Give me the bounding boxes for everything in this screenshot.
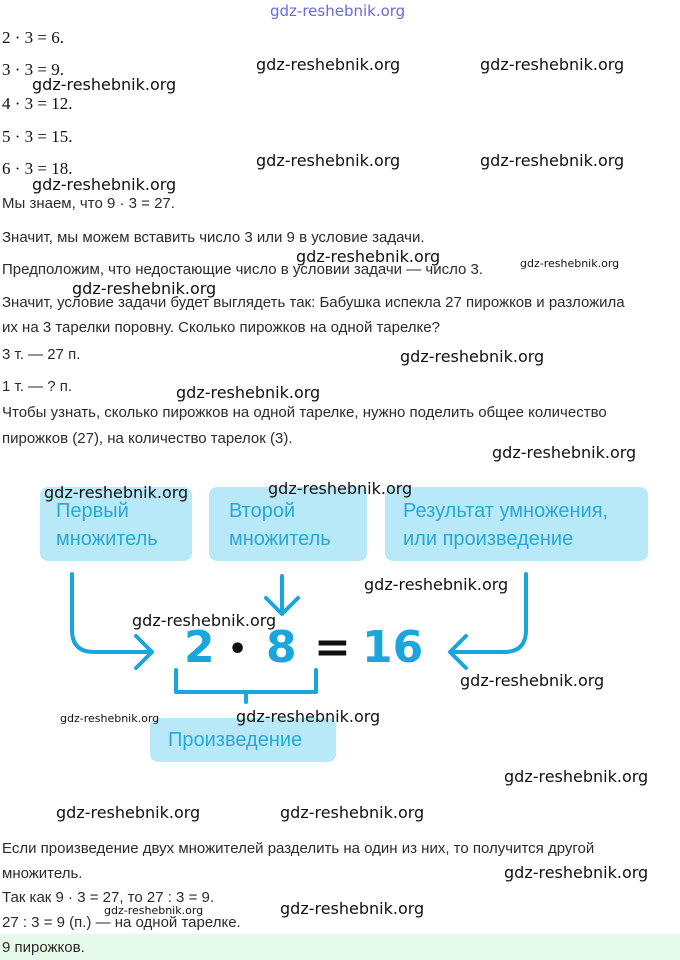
watermark: gdz-reshebnik.org — [296, 247, 441, 266]
watermark: gdz-reshebnik.org — [480, 55, 625, 74]
arrow-right-head-icon — [450, 636, 466, 668]
watermark: gdz-reshebnik.org — [60, 712, 160, 725]
text-line: пирожков (27), на количество тарелок (3). — [2, 430, 293, 447]
product-value: 16 — [362, 622, 424, 673]
watermark: gdz-reshebnik.org — [132, 611, 277, 630]
equation-line: 4 · 3 = 12. — [2, 94, 73, 113]
factor-two: 8 — [266, 622, 297, 673]
text-line: Так как 9 · 3 = 27, то 27 : 3 = 9. — [2, 889, 214, 906]
watermark: gdz-reshebnik.org — [460, 671, 605, 690]
equation-line: 5 · 3 = 15. — [2, 127, 73, 146]
watermark: gdz-reshebnik.org — [44, 483, 189, 502]
equation-line: 6 · 3 = 18. — [2, 159, 73, 178]
arrow-left-head-icon — [136, 636, 152, 668]
box-label: Второй — [229, 500, 296, 522]
watermark: gdz-reshebnik.org — [72, 279, 217, 298]
watermark: gdz-reshebnik.org — [32, 75, 177, 94]
watermark: gdz-reshebnik.org — [104, 904, 204, 917]
watermark: gdz-reshebnik.org — [32, 175, 177, 194]
box-label: или произведение — [403, 528, 574, 550]
watermark: gdz-reshebnik.org — [364, 575, 509, 594]
second-factor-box — [209, 487, 367, 561]
text-line: Значит, условие задачи будет выглядеть так: Бабушка испекла 27 пирожков и разложила — [2, 294, 625, 311]
watermark: gdz-reshebnik.org — [480, 151, 625, 170]
box-label: множитель — [56, 528, 158, 550]
text-line: 3 т. — 27 п. — [2, 346, 81, 363]
product-bracket-icon — [176, 670, 316, 692]
box-label: Произведение — [168, 729, 303, 751]
answer-highlight — [0, 934, 680, 960]
box-label: Первый — [56, 500, 129, 522]
text-line: 1 т. — ? п. — [2, 378, 73, 395]
watermark: gdz-reshebnik.org — [492, 443, 637, 462]
multiply-dot: • — [228, 632, 248, 667]
site-header-link[interactable]: gdz-reshebnik.org — [270, 2, 406, 20]
watermark: gdz-reshebnik.org — [504, 863, 649, 882]
text-line: их на 3 тарелки поровну. Сколько пирожков на одной тарелке? — [2, 319, 440, 336]
watermark: gdz-reshebnik.org — [280, 803, 425, 822]
factor-one: 2 — [184, 622, 215, 673]
watermark: gdz-reshebnik.org — [256, 151, 401, 170]
watermark: gdz-reshebnik.org — [400, 347, 545, 366]
equals-sign: = — [314, 622, 351, 673]
text-line: 27 : 3 = 9 (п.) — на одной тарелке. — [2, 914, 241, 931]
product-result-box — [385, 487, 648, 561]
text-line: Чтобы узнать, сколько пирожков на одной тарелке, нужно поделить общее количество — [2, 404, 607, 421]
equation-line: 3 · 3 = 9. — [2, 60, 64, 79]
watermark: gdz-reshebnik.org — [504, 767, 649, 786]
watermark: gdz-reshebnik.org — [236, 707, 381, 726]
watermark: gdz-reshebnik.org — [176, 383, 321, 402]
text-line: Мы знаем, что 9 · 3 = 27. — [2, 195, 175, 212]
box-label: Результат умножения, — [403, 500, 609, 522]
watermark: gdz-reshebnik.org — [256, 55, 401, 74]
answer-line: 9 пирожков. — [2, 939, 85, 956]
text-line: Если произведение двух множителей разделить на один из них, то получится другой — [2, 840, 595, 857]
text-line: Предположим, что недостающие число в условии задачи — число 3. — [2, 261, 484, 278]
watermark: gdz-reshebnik.org — [56, 803, 201, 822]
text-line: множитель. — [2, 865, 83, 882]
watermark: gdz-reshebnik.org — [520, 257, 620, 270]
watermark: gdz-reshebnik.org — [268, 479, 413, 498]
watermark: gdz-reshebnik.org — [280, 899, 425, 918]
text-line: Значит, мы можем вставить число 3 или 9 в условие задачи. — [2, 229, 425, 246]
box-label: множитель — [229, 528, 331, 550]
equation-line: 2 · 3 = 6. — [2, 28, 64, 47]
